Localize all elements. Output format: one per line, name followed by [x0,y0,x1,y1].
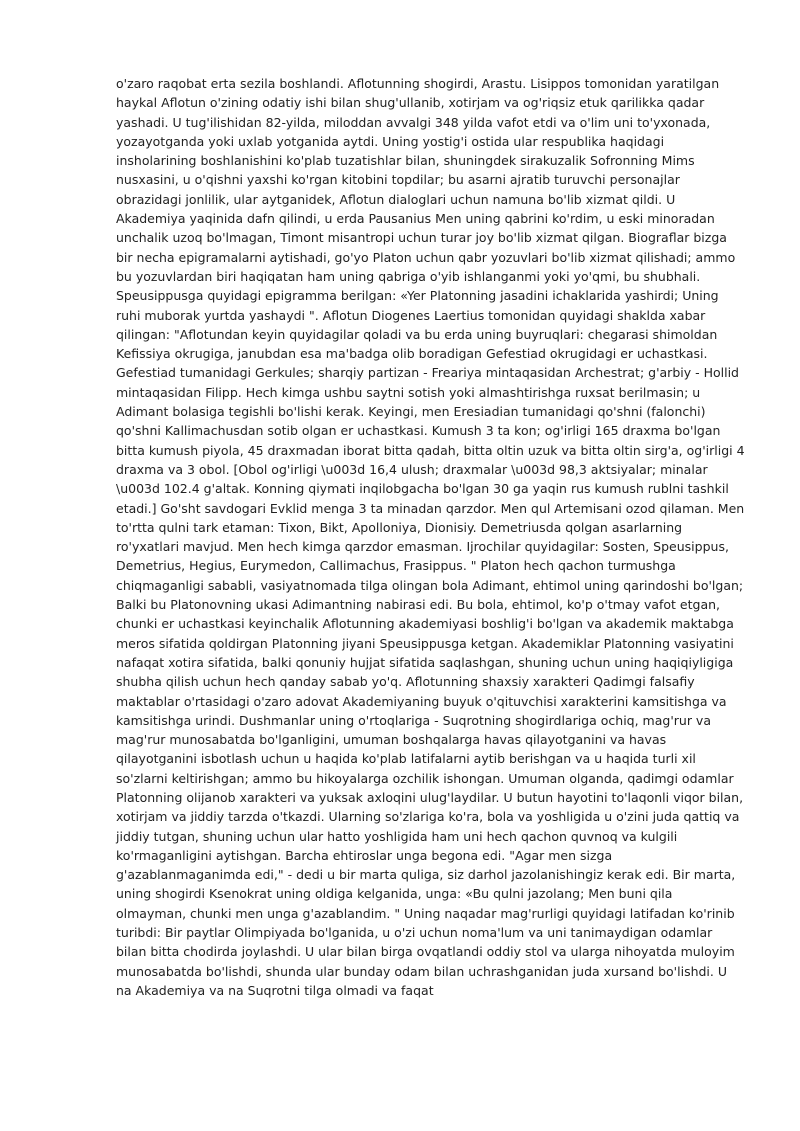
body-paragraph: o'zaro raqobat erta sezila boshlandi. Aflotunning shogirdi, Arastu. Lisippos tomonidan yaratilgan haykal Aflotun o'zining odatiy ishi bilan shug'ullanib, xotirjam va og'riqsiz etuk qarilikka qadar yashadi. U tug'ilishidan 82-yilda, miloddan avvalgi 348 yilda vafot etdi va o'lim uni to'yxonada, yozayotganda yoki uxlab yotganida aytdi. Uning yostig'i ostida ular respublika haqidagi insholarining boshlanishini ko'plab tuzatishlar bilan, shuningdek sirakuzalik Sofronning Mims nusxasini, u o'qishni yaxshi ko'rgan kitobini topdilar; bu asarni ajratib turuvchi personajlar obrazidagi jonlilik, ular aytganidek, Aflotun dialoglari uchun namuna bo'lib xizmat qildi. U Akademiya yaqinida dafn qilindi, u erda Pausanius Men uning qabrini ko'rdim, u eski minoradan unchalik uzoq bo'lmagan, Timont misantropi uchun turar joy bo'lib xizmat qilgan. Biograflar bizga bir necha epigramalarni aytishadi, go'yo Platon uchun qabr yozuvlari bo'lib xizmat qilishadi; ammo bu yozuvlardan biri haqiqatan ham uning qabriga o'yib ishlanganmi yoki yo'qmi, bu shubhali. Speusippusga quyidagi epigramma berilgan: «Yer Platonning jasadini ichaklarida yashirdi; Uning ruhi muborak yurtda yashaydi ". Aflotun Diogenes Laertius tomonidan quyidagi shaklda xabar qilingan: "Aflotundan keyin quyidagilar qoladi va bu erda uning buyruqlari: chegarasi shimoldan Kefissiya okrugiga, janubdan esa ma'badga olib boradigan Gefestiad okrugidagi er uchastkasi. Gefestiad tumanidagi Gerkules; sharqiy partizan - Freariya mintaqasidan Archestrat; g'arbiy - Hollid mintaqasidan Filipp. Hech kimga ushbu saytni sotish yoki almashtirishga ruxsat berilmasin; u Adimant bolasiga tegishli bo'lishi kerak. Keyingi, men Eresiadian tumanidagi qo'shni (falonchi) qo'shni Kallimachusdan sotib olgan er uchastkasi. Kumush 3 ta kon; og'irligi 165 draxma bo'lgan bitta kumush piyola, 45 draxmadan iborat bitta qadah, bitta oltin uzuk va bitta oltin sirg'a, og'irligi 4 draxma va 3 obol. [Obol og'irligi \u003d 16,4 ulush; draxmalar \u003d 98,3 aktsiyalar; minalar \u003d 102.4 g'altak. Konning qiymati inqilobgacha bo'lgan 30 ga yaqin rus kumush rublni tashkil etadi.] Go'sht savdogari Evklid menga 3 ta minadan qarzdor. Men qul Artemisani ozod qilaman. Men to'rtta qulni tark etaman: Tixon, Bikt, Apolloniya, Dionisiy. Demetriusda qolgan asarlarning ro'yxatlari mavjud. Men hech kimga qarzdor emasman. Ijrochilar quyidagilar: Sosten, Speusippus, Demetrius, Hegius, Eurymedon, Callimachus, Frasippus. " Platon hech qachon turmushga chiqmaganligi sababli, vasiyatnomada tilga olingan bola Adimant, ehtimol uning qarindoshi bo'lgan; Balki bu Platonovning ukasi Adimantning nabirasi edi. Bu bola, ehtimol, ko'p o'tmay vafot etgan, chunki er uchastkasi keyinchalik Aflotunning akademiyasi boshlig'i bo'lgan va akademik maktabga meros sifatida qoldirgan Platonning jiyani Speusippusga ketgan. Akademiklar Platonning vasiyatini nafaqat xotira sifatida, balki qonuniy hujjat sifatida saqlashgan, shuning uchun uning haqiqiyligiga shubha qilish uchun hech qanday sabab yo'q. Aflotunning shaxsiy xarakteri Qadimgi falsafiy maktablar o'rtasidagi o'zaro adovat Akademiyaning buyuk o'qituvchisi xarakterini kamsitishga va kamsitishga urindi. Dushmanlar uning o'rtoqlariga - Suqrotning shogirdlariga ochiq, mag'rur va mag'rur munosabatda bo'lganligini, umuman boshqalarga havas qilayotganini va havas qilayotganini isbotlash uchun u haqida ko'plab latifalarni aytib berishgan va u haqida turli xil so'zlarni keltirishgan; ammo bu hikoyalarga ozchilik ishongan. Umuman olganda, qadimgi odamlar Platonning olijanob xarakteri va yuksak axloqini ulug'laydilar. U butun hayotini to'laqonli viqor bilan, xotirjam va jiddiy tarzda o'tkazdi. Ularning so'zlariga ko'ra, bola va yoshligida u o'zini juda qattiq va jiddiy tutgan, shuning uchun ular hatto yoshligida ham uni hech qachon quvnoq va kulgili ko'rmaganligini aytishgan. Barcha ehtiroslar unga begona edi. "Agar men sizga g'azablanmaganimda edi," - dedi u bir marta quliga, siz darhol jazolanishingiz kerak edi. Bir marta, uning shogirdi Ksenokrat uning oldiga kelganida, unga: «Bu qulni jazolang; Men buni qila olmayman, chunki men unga g'azablandim. " Uning naqadar mag'rurligi quyidagi latifadan ko'rinib turibdi: Bir paytlar Olimpiyada bo'lganida, u o'zi uchun noma'lum va uni tanimaydigan odamlar bilan bitta chodirda joylashdi. U ular bilan birga ovqatlandi oddiy stol va ularga nihoyatda muloyim munosabatda bo'lishdi, shunda ular bunday odam bilan uchrashganidan juda xursand bo'lishdi. U na Akademiya va na Suqrotni tilga olmadi va faqat [116,76,745,998]
document-page [116,74,746,1000]
